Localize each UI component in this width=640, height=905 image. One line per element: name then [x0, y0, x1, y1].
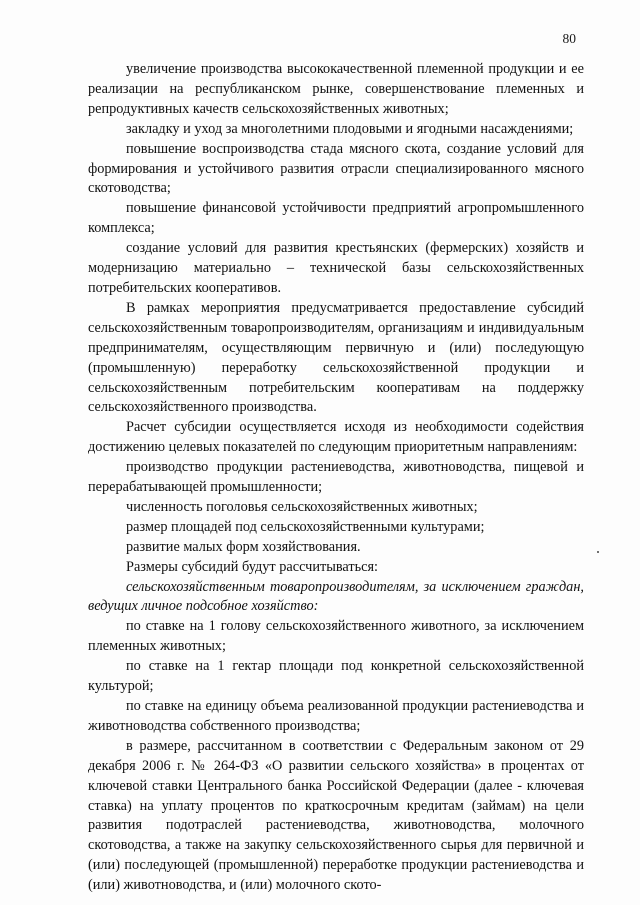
paragraph-orchards: закладку и уход за многолетними плодовыми и ягодными насаждениями;: [126, 120, 574, 137]
paragraph-financial-stability: повышение финансовой устойчивости предприятий агропромышленного комплекса;: [88, 200, 584, 237]
paragraph-rate-per-hectare: по ставке на 1 гектар площади под конкретной сельскохозяйственной культурой;: [88, 658, 584, 695]
paragraph-rate-per-volume: по ставке на единицу объема реализованной продукции растениеводства и животноводства собственного производства;: [88, 698, 584, 734]
paragraph-priority-livestock: численность поголовья сельскохозяйственных животных;: [126, 498, 478, 515]
scan-speck: [597, 551, 599, 553]
paragraph-rate-per-head: по ставке на 1 голову сельскохозяйственного животного, за исключением племенных животных;: [88, 618, 584, 655]
paragraph-subsidy-sizes: Размеры субсидий будут рассчитываться:: [126, 558, 379, 575]
paragraph-subsidy-provision: В рамках мероприятия предусматривается предоставление субсидий сельскохозяйственным товаропроизводителям, организациям и индивидуальным предпринимателям, осуществляющим первичную и (или) последующую (промышленную) переработку сельскохозяйственной продукции и сельскохозяйственным потребительским кооперативам на поддержку сельскохозяйственного производства.: [88, 299, 584, 416]
paragraph-priority-production: производство продукции растениеводства, животноводства, пищевой и перерабатывающей промышленности;: [88, 459, 584, 496]
paragraph-priority-small-forms: развитие малых форм хозяйствования.: [126, 538, 361, 555]
paragraph-subsidy-calculation: Расчет субсидии осуществляется исходя из необходимости содействия достижению целевых показателей по следующим приоритетным направлениям:: [88, 419, 584, 456]
paragraph-producers-italic: сельскохозяйственным товаропроизводителям, за исключением граждан, ведущих личное подсобное хозяйство:: [88, 578, 584, 615]
paragraph-interest-rate: в размере, рассчитанном в соответствии с Федеральным законом от 29 декабря 2006 г. № 264-ФЗ «О развитии сельского хозяйства» в процентах от ключевой ставки Центрального банка Российской Федерации (далее - ключевая ставка) на уплату процентов по краткосрочным кредитам (займам) на цели развития подотраслей растениеводства, животноводства, молочного скотоводства, а также на закупку сельскохозяйственного сырья для первичной и (или) последующей (промышленной) переработке продукции растениеводства и (или) животноводства, и (или) молочного ското-: [88, 737, 584, 894]
document-body: [88, 60, 584, 896]
page-number: 80: [562, 31, 576, 46]
paragraph-priority-crop-area: размер площадей под сельскохозяйственными культурами;: [126, 518, 485, 535]
paragraph-breeding-production: увеличение производства высококачественной племенной продукции и ее реализации на республиканском рынке, совершенствование племенных и репродуктивных качеств сельскохозяйственных животных;: [88, 61, 584, 117]
paragraph-beef-cattle: повышение воспроизводства стада мясного скота, создание условий для формирования и устойчивого развития отрасли специализированного мясного скотоводства;: [88, 140, 584, 197]
paragraph-farm-development: создание условий для развития крестьянских (фермерских) хозяйств и модернизацию материально – технической базы сельскохозяйственных потребительских кооперативов.: [88, 240, 584, 296]
